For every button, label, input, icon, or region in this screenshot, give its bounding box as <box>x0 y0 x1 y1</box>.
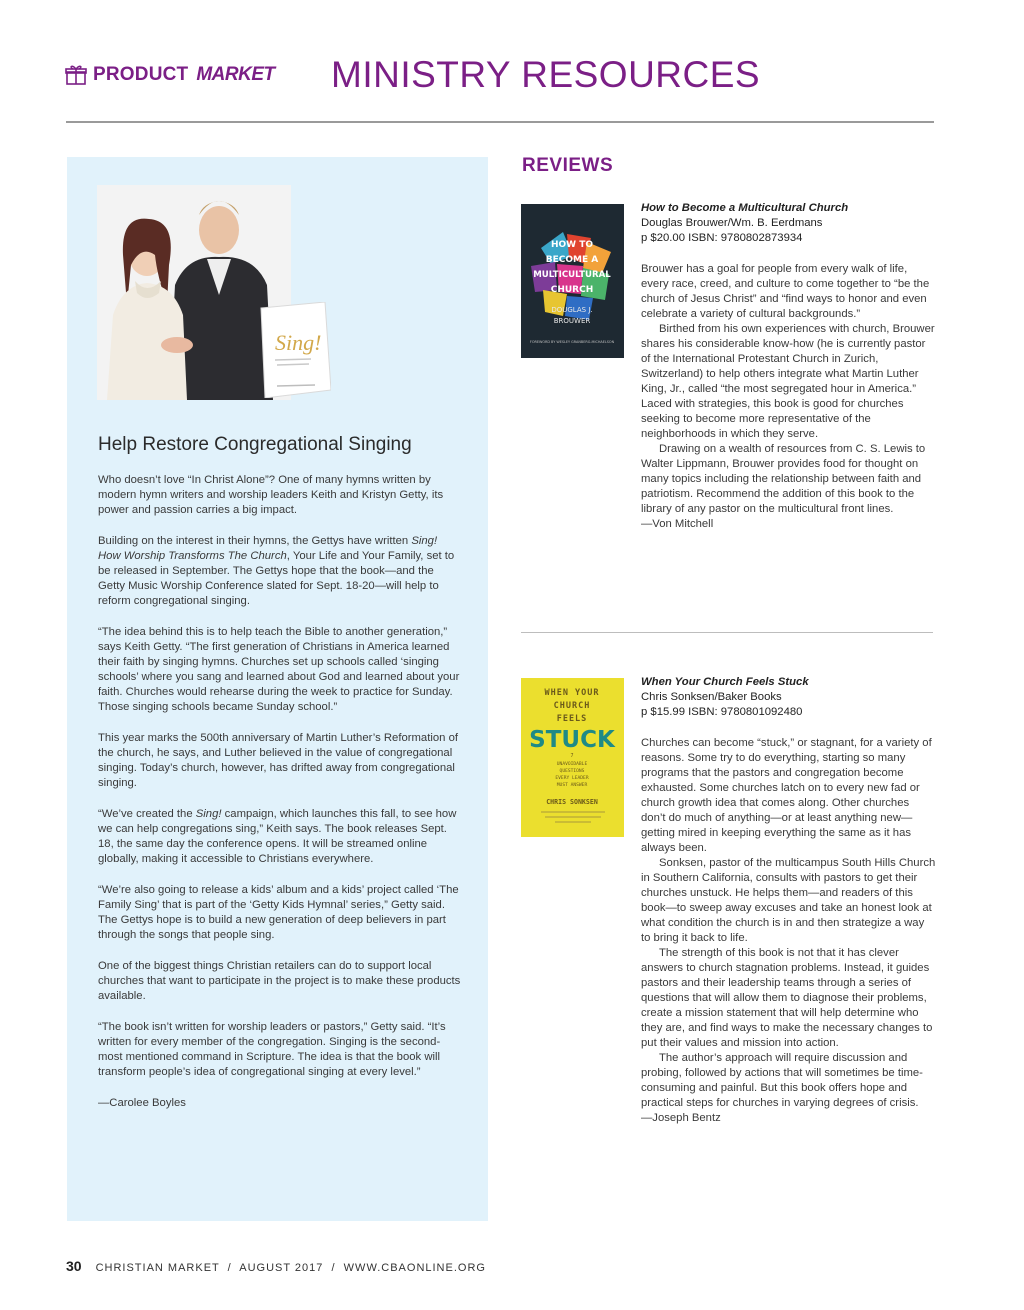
svg-text:CHURCH: CHURCH <box>553 701 591 711</box>
feature-paragraph: Who doesn’t love “In Christ Alone”? One of many hymns written by modern hymn writers and worship leaders Keith and Kristyn Getty, its power and passion carries a big impact. <box>98 474 444 516</box>
brand-market-label: MARKET <box>196 64 275 85</box>
svg-text:STUCK: STUCK <box>529 727 615 753</box>
svg-text:7: 7 <box>570 753 574 759</box>
footer-publication-info: CHRISTIAN MARKET / AUGUST 2017 / WWW.CBAONLINE.ORG <box>95 1262 486 1274</box>
reviews-heading: REVIEWS <box>522 155 614 176</box>
sing-book-image <box>255 302 331 398</box>
review-church-feels-stuck <box>641 675 936 1126</box>
svg-text:QUESTIONS: QUESTIONS <box>559 769 585 774</box>
review-author-publisher: Chris Sonksen/Baker Books <box>641 691 782 703</box>
book-title-italic: Sing! How Worship Transforms The Church <box>98 535 438 562</box>
book-cover-multicultural-church <box>521 204 624 358</box>
feature-paragraph: “We’re also going to release a kids’ album and a kids’ project called ‘The Family Sing’ that is part of the ‘Getty Kids Hymnal’ series,” Getty said. The Gettys hope is to build a new generation of deep believers in part through the songs that people sing. <box>98 884 459 941</box>
feature-article-body <box>98 473 462 1127</box>
page-title: MINISTRY RESOURCES <box>331 54 761 95</box>
svg-text:CHURCH: CHURCH <box>550 285 594 295</box>
review-byline: —Joseph Bentz <box>641 1112 721 1124</box>
review-paragraph: Churches can become “stuck,” or stagnant, for a variety of reasons. Some try to do everything, starting so many programs that the pastors and congregation become exhausted. Some churches latch on to every new fad or church growth idea that comes along. Other churches don’t do much of anything—or at least anything new—getting mired in keeping everything the same as it has always been. <box>641 737 932 854</box>
review-paragraph: Sonksen, pastor of the multicampus South Hills Church in Southern California, consults with pastors to get their churches unstuck. He helps them—and readers of this book—to sweep away excuses and take an honest look at what condition the church is in and then strategize a way to bring it back to life. <box>641 857 936 944</box>
review-price-isbn: p $15.99 ISBN: 9780801092480 <box>641 706 803 718</box>
svg-text:BROUWER: BROUWER <box>553 317 591 325</box>
review-divider <box>521 632 933 633</box>
section-brand <box>65 60 275 90</box>
review-paragraph: Drawing on a wealth of resources from C. S. Lewis to Walter Lippmann, Brouwer provides food for thought on many topics including the relationship between faith and patriotism. Recommend the addition of this book to the library of any pastor on the multicultural front lines. <box>641 443 926 515</box>
feature-paragraph: This year marks the 500th anniversary of Martin Luther’s Reformation of the church, he says, and Luther believed in the value of congregational singing. Today’s church, however, has drifted away from congregational singing. <box>98 732 458 789</box>
brand-product-label: PRODUCT <box>93 64 189 85</box>
feature-paragraph: “The book isn’t written for worship leaders or pastors,” Getty said. “It’s written for every member of the congregation. Singing is the second-most mentioned command in Scripture. The idea is that the book will transform people’s idea of congregational singing at every level.” <box>98 1021 446 1078</box>
review-multicultural-church <box>641 201 936 532</box>
gift-icon <box>65 64 87 86</box>
svg-text:BECOME A: BECOME A <box>545 255 599 265</box>
review-price-isbn: p $20.00 ISBN: 9780802873934 <box>641 232 803 244</box>
review-paragraph: The strength of this book is not that it has clever answers to church stagnation problems. Instead, it guides pastors and their leadership teams through a series of questions that will allow them to diagnose their problems, create a mission statement that will help determine who they are, and find ways to make the necessary changes to put their values and mission into action. <box>641 947 933 1049</box>
svg-text:WHEN YOUR: WHEN YOUR <box>544 688 600 698</box>
svg-text:FEELS: FEELS <box>556 714 588 724</box>
svg-text:DOUGLAS J.: DOUGLAS J. <box>551 306 593 314</box>
page-number: 30 <box>66 1258 82 1274</box>
review-paragraph: The author’s approach will require discussion and probing, followed by actions that will sometimes be time-consuming and painful. But this book offers hope and practical steps for churches in varying degrees of crisis. <box>641 1052 923 1109</box>
header-divider <box>66 121 934 123</box>
review-paragraph: Brouwer has a goal for people from every walk of life, every race, creed, and culture to come together to “be the church of Jesus Christ” and “find ways to honor and even celebrate a variety of cultural backgrounds.” <box>641 263 930 320</box>
feature-paragraph: “The idea behind this is to help teach the Bible to another generation,” says Keith Getty. “The first generation of Christians in America learned their faith by singing hymns. Churches set up schools called ‘singing schools’ where you sang and learned about God and learned about your faith. Churches would rehearse during the week to practice for Sunday. Those singing schools became Sunday school.” <box>98 626 460 713</box>
sing-book-title: Sing! <box>275 330 322 355</box>
svg-text:HOW TO: HOW TO <box>550 240 594 250</box>
svg-text:CHRIS SONKSEN: CHRIS SONKSEN <box>546 798 598 806</box>
feature-paragraph: One of the biggest things Christian retailers can do to support local churches that want to participate in the project is to make these products available. <box>98 960 461 1002</box>
feature-paragraph: Building on the interest in their hymns, the Gettys have written Sing! How Worship Transforms The Church, Your Life and Your Family, set to be released in September. The Gettys hope that the book—and the Getty Music Worship Conference slated for Sept. 18-20—will help to reform congregational singing. <box>98 535 455 607</box>
review-book-title: How to Become a Multicultural Church <box>641 202 849 214</box>
svg-text:FOREWORD BY WESLEY GRANBERG-MI: FOREWORD BY WESLEY GRANBERG-MICHAELSON <box>529 340 615 344</box>
svg-text:MUST ANSWER: MUST ANSWER <box>556 783 588 788</box>
review-author-publisher: Douglas Brouwer/Wm. B. Eerdmans <box>641 217 823 229</box>
book-cover-church-feels-stuck <box>521 678 624 837</box>
page-footer <box>66 1258 486 1274</box>
review-book-title: When Your Church Feels Stuck <box>641 676 809 688</box>
feature-byline: —Carolee Boyles <box>98 1097 186 1109</box>
feature-paragraph: “We’ve created the Sing! campaign, which launches this fall, to see how we can help congregations sing,” Keith says. The book releases Sept. 18, the same day the conference opens. It will be streamed online globally, making it accessible to Christians everywhere. <box>98 808 457 865</box>
feature-title: Help Restore Congregational Singing <box>98 434 412 455</box>
svg-text:MULTICULTURAL: MULTICULTURAL <box>533 270 611 280</box>
svg-text:UNAVOIDABLE: UNAVOIDABLE <box>556 762 588 767</box>
review-byline: —Von Mitchell <box>641 518 714 530</box>
review-paragraph: Birthed from his own experiences with church, Brouwer shares his considerable know-how (he is currently pastor of the International Protestant Church in Zurich, Switzerland) to help others integrate what Martin Luther King, Jr., called “the most segregated hour in America.” Laced with strategies, this book is good for churches seeking to become more representative of the neighborhoods in which they serve. <box>641 323 935 440</box>
campaign-name-italic: Sing! <box>195 808 222 820</box>
svg-text:EVERY LEADER: EVERY LEADER <box>555 776 589 781</box>
